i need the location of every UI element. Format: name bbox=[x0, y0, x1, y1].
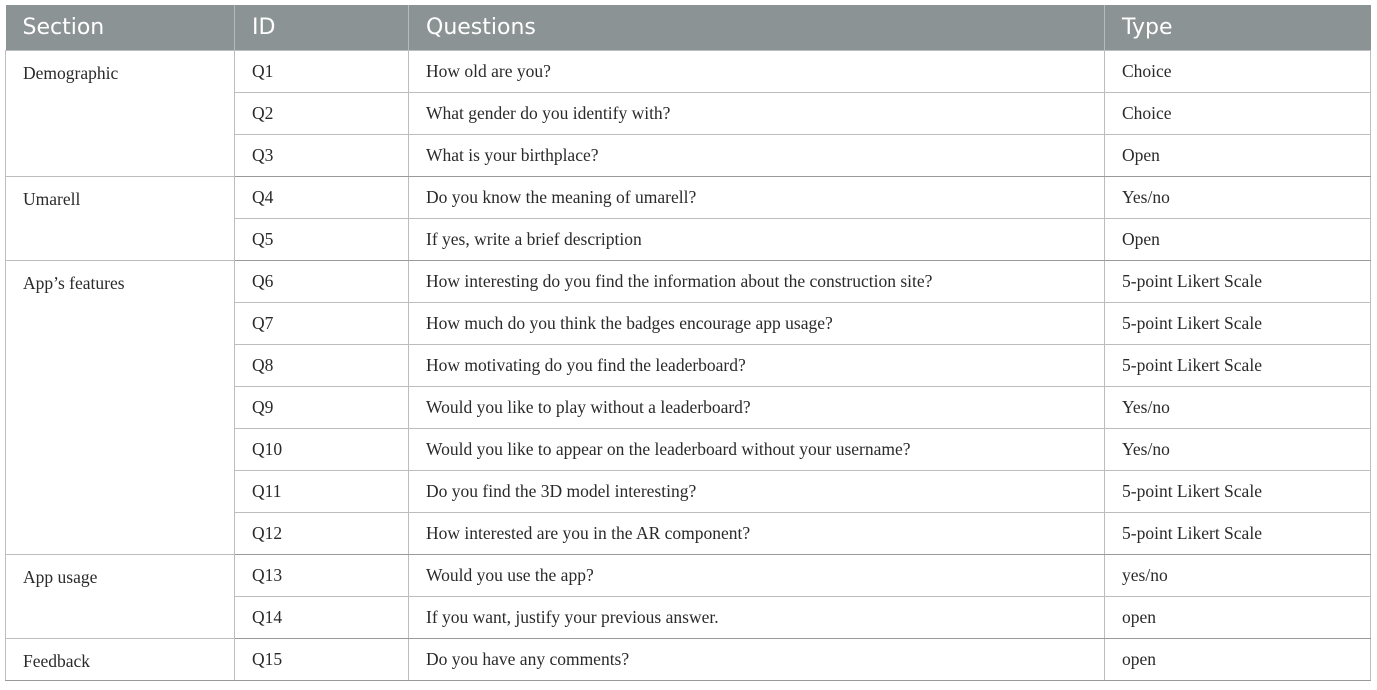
questionnaire-table bbox=[5, 5, 1371, 681]
id-cell: Q7 bbox=[235, 302, 409, 344]
question-cell: Would you like to appear on the leaderboard without your username? bbox=[409, 428, 1105, 470]
question-cell: Would you use the app? bbox=[409, 554, 1105, 596]
section-cell: Demographic bbox=[6, 50, 235, 176]
type-cell: 5-point Likert Scale bbox=[1105, 470, 1371, 512]
type-cell: open bbox=[1105, 638, 1371, 680]
table-body bbox=[6, 50, 1371, 680]
question-cell: How motivating do you find the leaderboard? bbox=[409, 344, 1105, 386]
type-cell: 5-point Likert Scale bbox=[1105, 344, 1371, 386]
id-cell: Q11 bbox=[235, 470, 409, 512]
question-cell: How much do you think the badges encourage app usage? bbox=[409, 302, 1105, 344]
header-row bbox=[6, 5, 1371, 50]
table-header bbox=[6, 5, 1371, 50]
id-cell: Q14 bbox=[235, 596, 409, 638]
id-cell: Q5 bbox=[235, 218, 409, 260]
id-cell: Q8 bbox=[235, 344, 409, 386]
id-cell: Q10 bbox=[235, 428, 409, 470]
type-cell: Yes/no bbox=[1105, 176, 1371, 218]
type-cell: Choice bbox=[1105, 50, 1371, 92]
id-cell: Q9 bbox=[235, 386, 409, 428]
section-cell: Umarell bbox=[6, 176, 235, 260]
id-cell: Q2 bbox=[235, 92, 409, 134]
question-cell: What gender do you identify with? bbox=[409, 92, 1105, 134]
type-cell: Yes/no bbox=[1105, 428, 1371, 470]
question-cell: Do you have any comments? bbox=[409, 638, 1105, 680]
questionnaire-table-container bbox=[5, 5, 1370, 681]
section-cell: App usage bbox=[6, 554, 235, 638]
type-cell: Open bbox=[1105, 134, 1371, 176]
question-cell: How old are you? bbox=[409, 50, 1105, 92]
question-cell: Would you like to play without a leaderboard? bbox=[409, 386, 1105, 428]
type-cell: yes/no bbox=[1105, 554, 1371, 596]
question-cell: How interesting do you find the information about the construction site? bbox=[409, 260, 1105, 302]
type-cell: Choice bbox=[1105, 92, 1371, 134]
id-cell: Q3 bbox=[235, 134, 409, 176]
table-row bbox=[6, 554, 1371, 596]
question-cell: What is your birthplace? bbox=[409, 134, 1105, 176]
question-cell: Do you know the meaning of umarell? bbox=[409, 176, 1105, 218]
header-type: Type bbox=[1105, 5, 1371, 50]
type-cell: Yes/no bbox=[1105, 386, 1371, 428]
type-cell: Open bbox=[1105, 218, 1371, 260]
id-cell: Q6 bbox=[235, 260, 409, 302]
table-row bbox=[6, 260, 1371, 302]
question-cell: Do you find the 3D model interesting? bbox=[409, 470, 1105, 512]
type-cell: open bbox=[1105, 596, 1371, 638]
id-cell: Q15 bbox=[235, 638, 409, 680]
header-questions: Questions bbox=[409, 5, 1105, 50]
id-cell: Q13 bbox=[235, 554, 409, 596]
header-section: Section bbox=[6, 5, 235, 50]
type-cell: 5-point Likert Scale bbox=[1105, 512, 1371, 554]
section-cell: Feedback bbox=[6, 638, 235, 680]
id-cell: Q1 bbox=[235, 50, 409, 92]
id-cell: Q4 bbox=[235, 176, 409, 218]
table-row bbox=[6, 638, 1371, 680]
header-id: ID bbox=[235, 5, 409, 50]
question-cell: If yes, write a brief description bbox=[409, 218, 1105, 260]
id-cell: Q12 bbox=[235, 512, 409, 554]
question-cell: If you want, justify your previous answer. bbox=[409, 596, 1105, 638]
type-cell: 5-point Likert Scale bbox=[1105, 302, 1371, 344]
type-cell: 5-point Likert Scale bbox=[1105, 260, 1371, 302]
table-row bbox=[6, 176, 1371, 218]
table-row bbox=[6, 50, 1371, 92]
section-cell: App’s features bbox=[6, 260, 235, 554]
question-cell: How interested are you in the AR component? bbox=[409, 512, 1105, 554]
